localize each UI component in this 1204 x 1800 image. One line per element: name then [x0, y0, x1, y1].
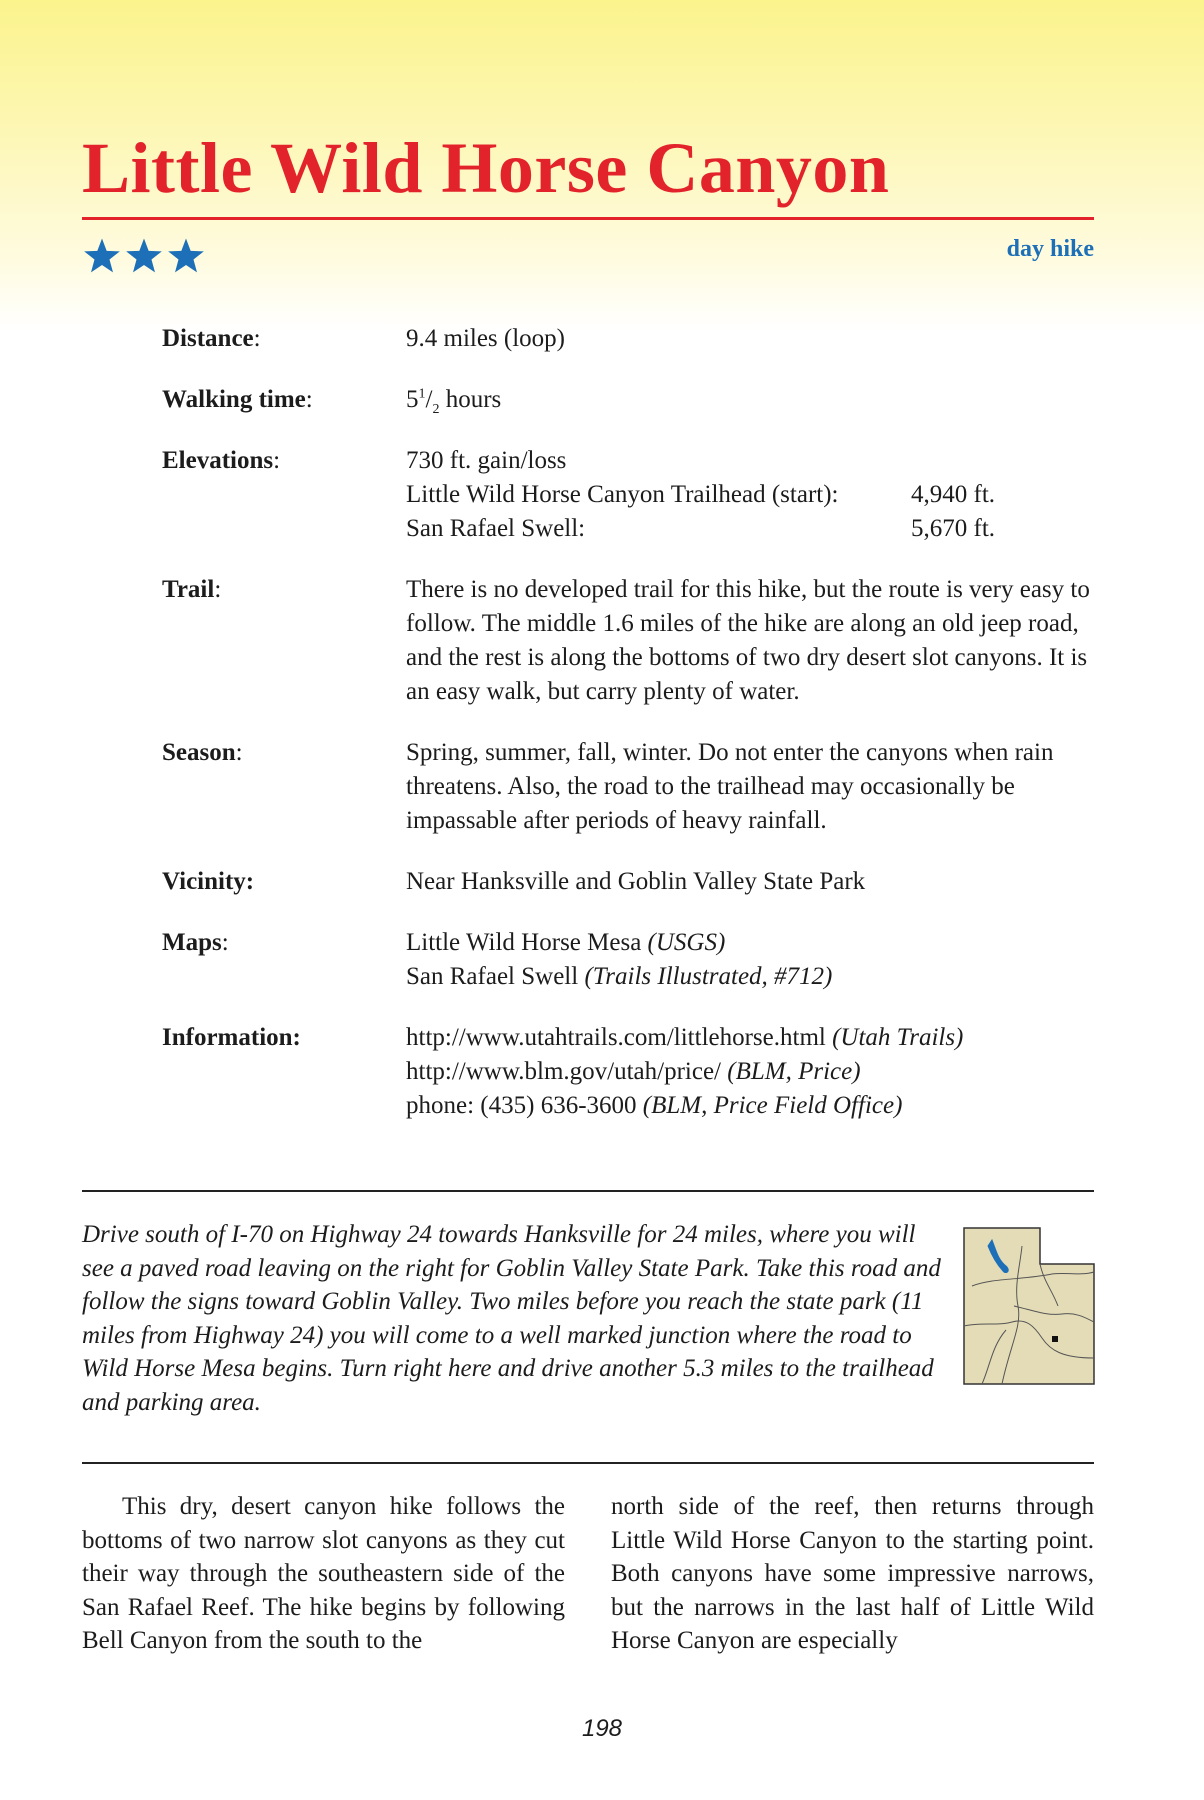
map-item: San Rafael Swell (Trails Illustrated, #712)	[406, 963, 833, 990]
elevation-gain: 730 ft. gain/loss	[406, 447, 567, 474]
hike-info-table	[162, 322, 1102, 1150]
trailhead-marker	[1052, 1336, 1058, 1342]
walking-time-label: Walking time	[162, 386, 306, 413]
info-link-utahtrails[interactable]: http://www.utahtrails.com/littlehorse.html (Utah Trails)	[406, 1024, 964, 1051]
body-text	[82, 1490, 1094, 1658]
driving-directions: Drive south of I-70 on Highway 24 towards Hanksville for 24 miles, where you will see a paved road leaving on the right for Goblin Valley State Park. Take this road and follow the signs toward Goblin Valley. Two miles before you reach the state park (11 miles from Highway 24) you will come to a well marked junction where the road to Wild Horse Mesa begins. Turn right here and drive another 5.3 miles to the trailhead and parking area.	[82, 1221, 941, 1416]
hike-type-label: day hike	[1006, 236, 1094, 262]
divider	[82, 1462, 1094, 1464]
utah-locator-map	[962, 1226, 1096, 1386]
body-column-left: This dry, desert canyon hike follows the bottoms of two narrow slot canyons as they cut their way through the southeastern side of the San Rafael Reef. The hike begins by following Bell Canyon from the south to the	[82, 1493, 565, 1654]
vicinity-value: Near Hanksville and Goblin Valley State Park	[406, 868, 866, 895]
title-underline	[82, 217, 1094, 220]
info-row-walking-time: Walking time: $5^1/_2$ hours	[162, 383, 1102, 417]
information-label: Information:	[162, 1024, 301, 1051]
info-row-elevations: Elevations: 730 ft. gain/loss Little Wild Horse Canyon Trailhead (start): 4,940 ft. San Rafael Swell: 5,670 ft.	[162, 444, 1102, 546]
maps-value	[406, 926, 1102, 994]
elevations-label: Elevations	[162, 447, 274, 474]
page-number: 198	[581, 1715, 623, 1742]
info-phone: phone: (435) 636-3600 (BLM, Price Field Office)	[406, 1092, 903, 1119]
info-row-distance: Distance: 9.4 miles (loop)	[162, 322, 1102, 356]
elevation-point: Little Wild Horse Canyon Trailhead (start): 4,940 ft.	[406, 481, 996, 508]
maps-label: Maps	[162, 929, 222, 956]
season-value: Spring, summer, fall, winter. Do not enter the canyons when rain threatens. Also, the road to the trailhead may occasionally be impassable after periods of heavy rainfall.	[406, 739, 1054, 834]
information-value	[406, 1021, 1102, 1123]
info-row-trail: Trail: There is no developed trail for this hike, but the route is very easy to follow. The middle 1.6 miles of the hike are along an old jeep road, and the rest is along the bottoms of two dry desert slot canyons. It is an easy walk, but carry plenty of water.	[162, 573, 1102, 709]
info-row-information	[162, 1021, 1102, 1123]
elevation-point: San Rafael Swell: 5,670 ft.	[406, 515, 996, 542]
star-icon	[82, 236, 122, 276]
star-rating	[82, 236, 206, 276]
season-label: Season	[162, 739, 236, 766]
trail-value: There is no developed trail for this hike, but the route is very easy to follow. The middle 1.6 miles of the hike are along an old jeep road, and the rest is along the bottoms of two dry desert slot canyons. It is an easy walk, but carry plenty of water.	[406, 576, 1090, 705]
info-row-vicinity	[162, 865, 1102, 899]
distance-label: Distance	[162, 325, 254, 352]
map-item: Little Wild Horse Mesa (USGS)	[406, 929, 726, 956]
vicinity-label: Vicinity:	[162, 868, 255, 895]
walking-time-value: $5^1/_2$ hours	[406, 386, 502, 417]
divider	[82, 1190, 1094, 1192]
page-title: Little Wild Horse Canyon	[82, 128, 890, 208]
distance-value: 9.4 miles (loop)	[406, 325, 566, 352]
trail-label: Trail	[162, 576, 215, 603]
info-row-season: Season: Spring, summer, fall, winter. Do not enter the canyons when rain threatens. Also, the road to the trailhead may occasionally be impassable after periods of heavy rainfall.	[162, 736, 1102, 838]
elevations-value	[406, 444, 1102, 546]
star-icon	[166, 236, 206, 276]
info-row-maps: Maps: Little Wild Horse Mesa (USGS) San Rafael Swell (Trails Illustrated, #712)	[162, 926, 1102, 994]
star-icon	[124, 236, 164, 276]
info-link-blm[interactable]: http://www.blm.gov/utah/price/ (BLM, Price)	[406, 1058, 861, 1085]
body-column-right: north side of the reef, then returns through Little Wild Horse Canyon to the starting point. Both canyons have some impressive narrows, but the narrows in the last half of Little Wild Horse Canyon are especially	[611, 1493, 1094, 1654]
